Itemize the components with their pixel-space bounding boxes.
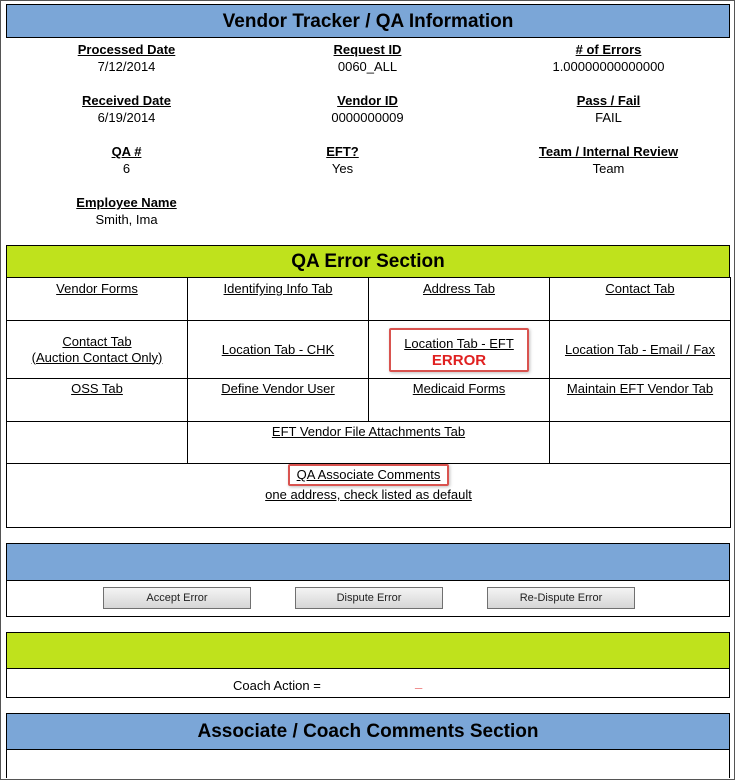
pass-fail-label: Pass / Fail: [576, 93, 641, 108]
grid-cell-empty: [550, 422, 731, 464]
grid-cell: [188, 422, 550, 464]
comments-cell: [7, 464, 731, 528]
coach-panel: [6, 668, 730, 698]
table-row: [7, 321, 731, 379]
vendor-id-field: [247, 92, 488, 126]
page-title: Vendor Tracker / QA Information: [222, 11, 514, 32]
qa-info-panel: [6, 38, 730, 243]
location-tab-email-fax-link[interactable]: Location Tab - Email / Fax: [564, 342, 716, 357]
processed-date-field: [6, 41, 247, 75]
vendor-id-label: Vendor ID: [337, 93, 398, 108]
request-id-value: 0060_ALL: [337, 59, 398, 74]
grid-cell: [7, 379, 188, 422]
qa-error-section-header: [6, 245, 730, 278]
header-bar: [6, 4, 730, 38]
eft-label: EFT?: [326, 144, 359, 159]
eft-value: Yes: [331, 161, 354, 176]
pass-fail-value: FAIL: [595, 110, 622, 125]
grid-cell: [7, 278, 188, 321]
actions-header-bar: [6, 543, 730, 581]
address-tab-link[interactable]: Address Tab: [422, 281, 496, 296]
qa-error-section-title: QA Error Section: [291, 251, 445, 272]
coach-action-value: _: [415, 675, 423, 690]
dispute-error-button[interactable]: Dispute Error: [295, 587, 443, 609]
team-review-value: Team: [592, 161, 625, 176]
employee-name-value: Smith, Ima: [95, 212, 158, 227]
auction-contact-tab-link[interactable]: [32, 334, 163, 366]
processed-date-value: 7/12/2014: [97, 59, 156, 74]
num-errors-value: 1.00000000000000: [552, 59, 665, 74]
qa-associate-comments-highlight: [288, 464, 450, 486]
received-date-label: Received Date: [82, 93, 171, 108]
pass-fail-field: [488, 92, 729, 126]
auction-contact-line1: Contact Tab: [62, 333, 132, 349]
comments-section-body: [6, 749, 730, 778]
error-label: ERROR: [431, 351, 487, 369]
oss-tab-link[interactable]: OSS Tab: [71, 381, 123, 396]
grid-cell-empty: [7, 422, 188, 464]
request-id-label: Request ID: [333, 42, 402, 57]
location-tab-eft-link[interactable]: Location Tab - EFT: [404, 335, 514, 351]
employee-name-label: Employee Name: [76, 195, 177, 210]
request-id-field: [247, 41, 488, 75]
vendor-id-value: 0000000009: [331, 110, 404, 125]
location-eft-error-highlight: [389, 328, 529, 372]
comments-section-header: [6, 713, 730, 750]
received-date-field: [6, 92, 247, 126]
auction-contact-line2: (Auction Contact Only): [31, 349, 163, 365]
processed-date-label: Processed Date: [77, 42, 176, 57]
eft-field: [222, 143, 463, 177]
vendor-forms-link[interactable]: Vendor Forms: [56, 281, 138, 296]
qa-error-grid: [6, 277, 731, 528]
table-row: [7, 379, 731, 422]
grid-cell: [550, 321, 731, 379]
grid-cell: [369, 278, 550, 321]
coach-header-bar: [6, 632, 730, 669]
eft-vendor-file-attachments-link[interactable]: EFT Vendor File Attachments Tab: [271, 424, 466, 439]
qa-comment-text[interactable]: one address, check listed as default: [265, 487, 472, 502]
grid-cell: [550, 278, 731, 321]
qa-number-label: QA #: [111, 144, 142, 159]
grid-cell: [188, 321, 369, 379]
grid-cell: [188, 278, 369, 321]
identifying-info-tab-link[interactable]: Identifying Info Tab: [223, 281, 333, 296]
contact-tab-link[interactable]: Contact Tab: [605, 281, 675, 296]
grid-cell: [369, 321, 550, 379]
table-row: [7, 278, 731, 321]
employee-name-field: [6, 194, 247, 228]
grid-cell: [188, 379, 369, 422]
num-errors-label: # of Errors: [575, 42, 642, 57]
grid-cell: [369, 379, 550, 422]
num-errors-field: [488, 41, 729, 75]
comments-section-title: Associate / Coach Comments Section: [197, 721, 539, 742]
qa-number-field: [6, 143, 247, 177]
re-dispute-error-button[interactable]: Re-Dispute Error: [487, 587, 635, 609]
team-review-field: [488, 143, 729, 177]
coach-action-label: Coach Action =: [233, 678, 321, 693]
table-row: [7, 464, 731, 528]
qa-associate-comments-link[interactable]: QA Associate Comments: [296, 467, 441, 482]
accept-error-button[interactable]: Accept Error: [103, 587, 251, 609]
location-tab-chk-link[interactable]: Location Tab - CHK: [221, 342, 335, 357]
team-review-label: Team / Internal Review: [538, 144, 679, 159]
maintain-eft-vendor-tab-link[interactable]: Maintain EFT Vendor Tab: [566, 381, 714, 396]
grid-cell: [7, 321, 188, 379]
received-date-value: 6/19/2014: [97, 110, 156, 125]
qa-number-value: 6: [122, 161, 131, 176]
grid-cell: [550, 379, 731, 422]
table-row: [7, 422, 731, 464]
medicaid-forms-link[interactable]: Medicaid Forms: [412, 381, 506, 396]
define-vendor-user-link[interactable]: Define Vendor User: [221, 381, 335, 396]
